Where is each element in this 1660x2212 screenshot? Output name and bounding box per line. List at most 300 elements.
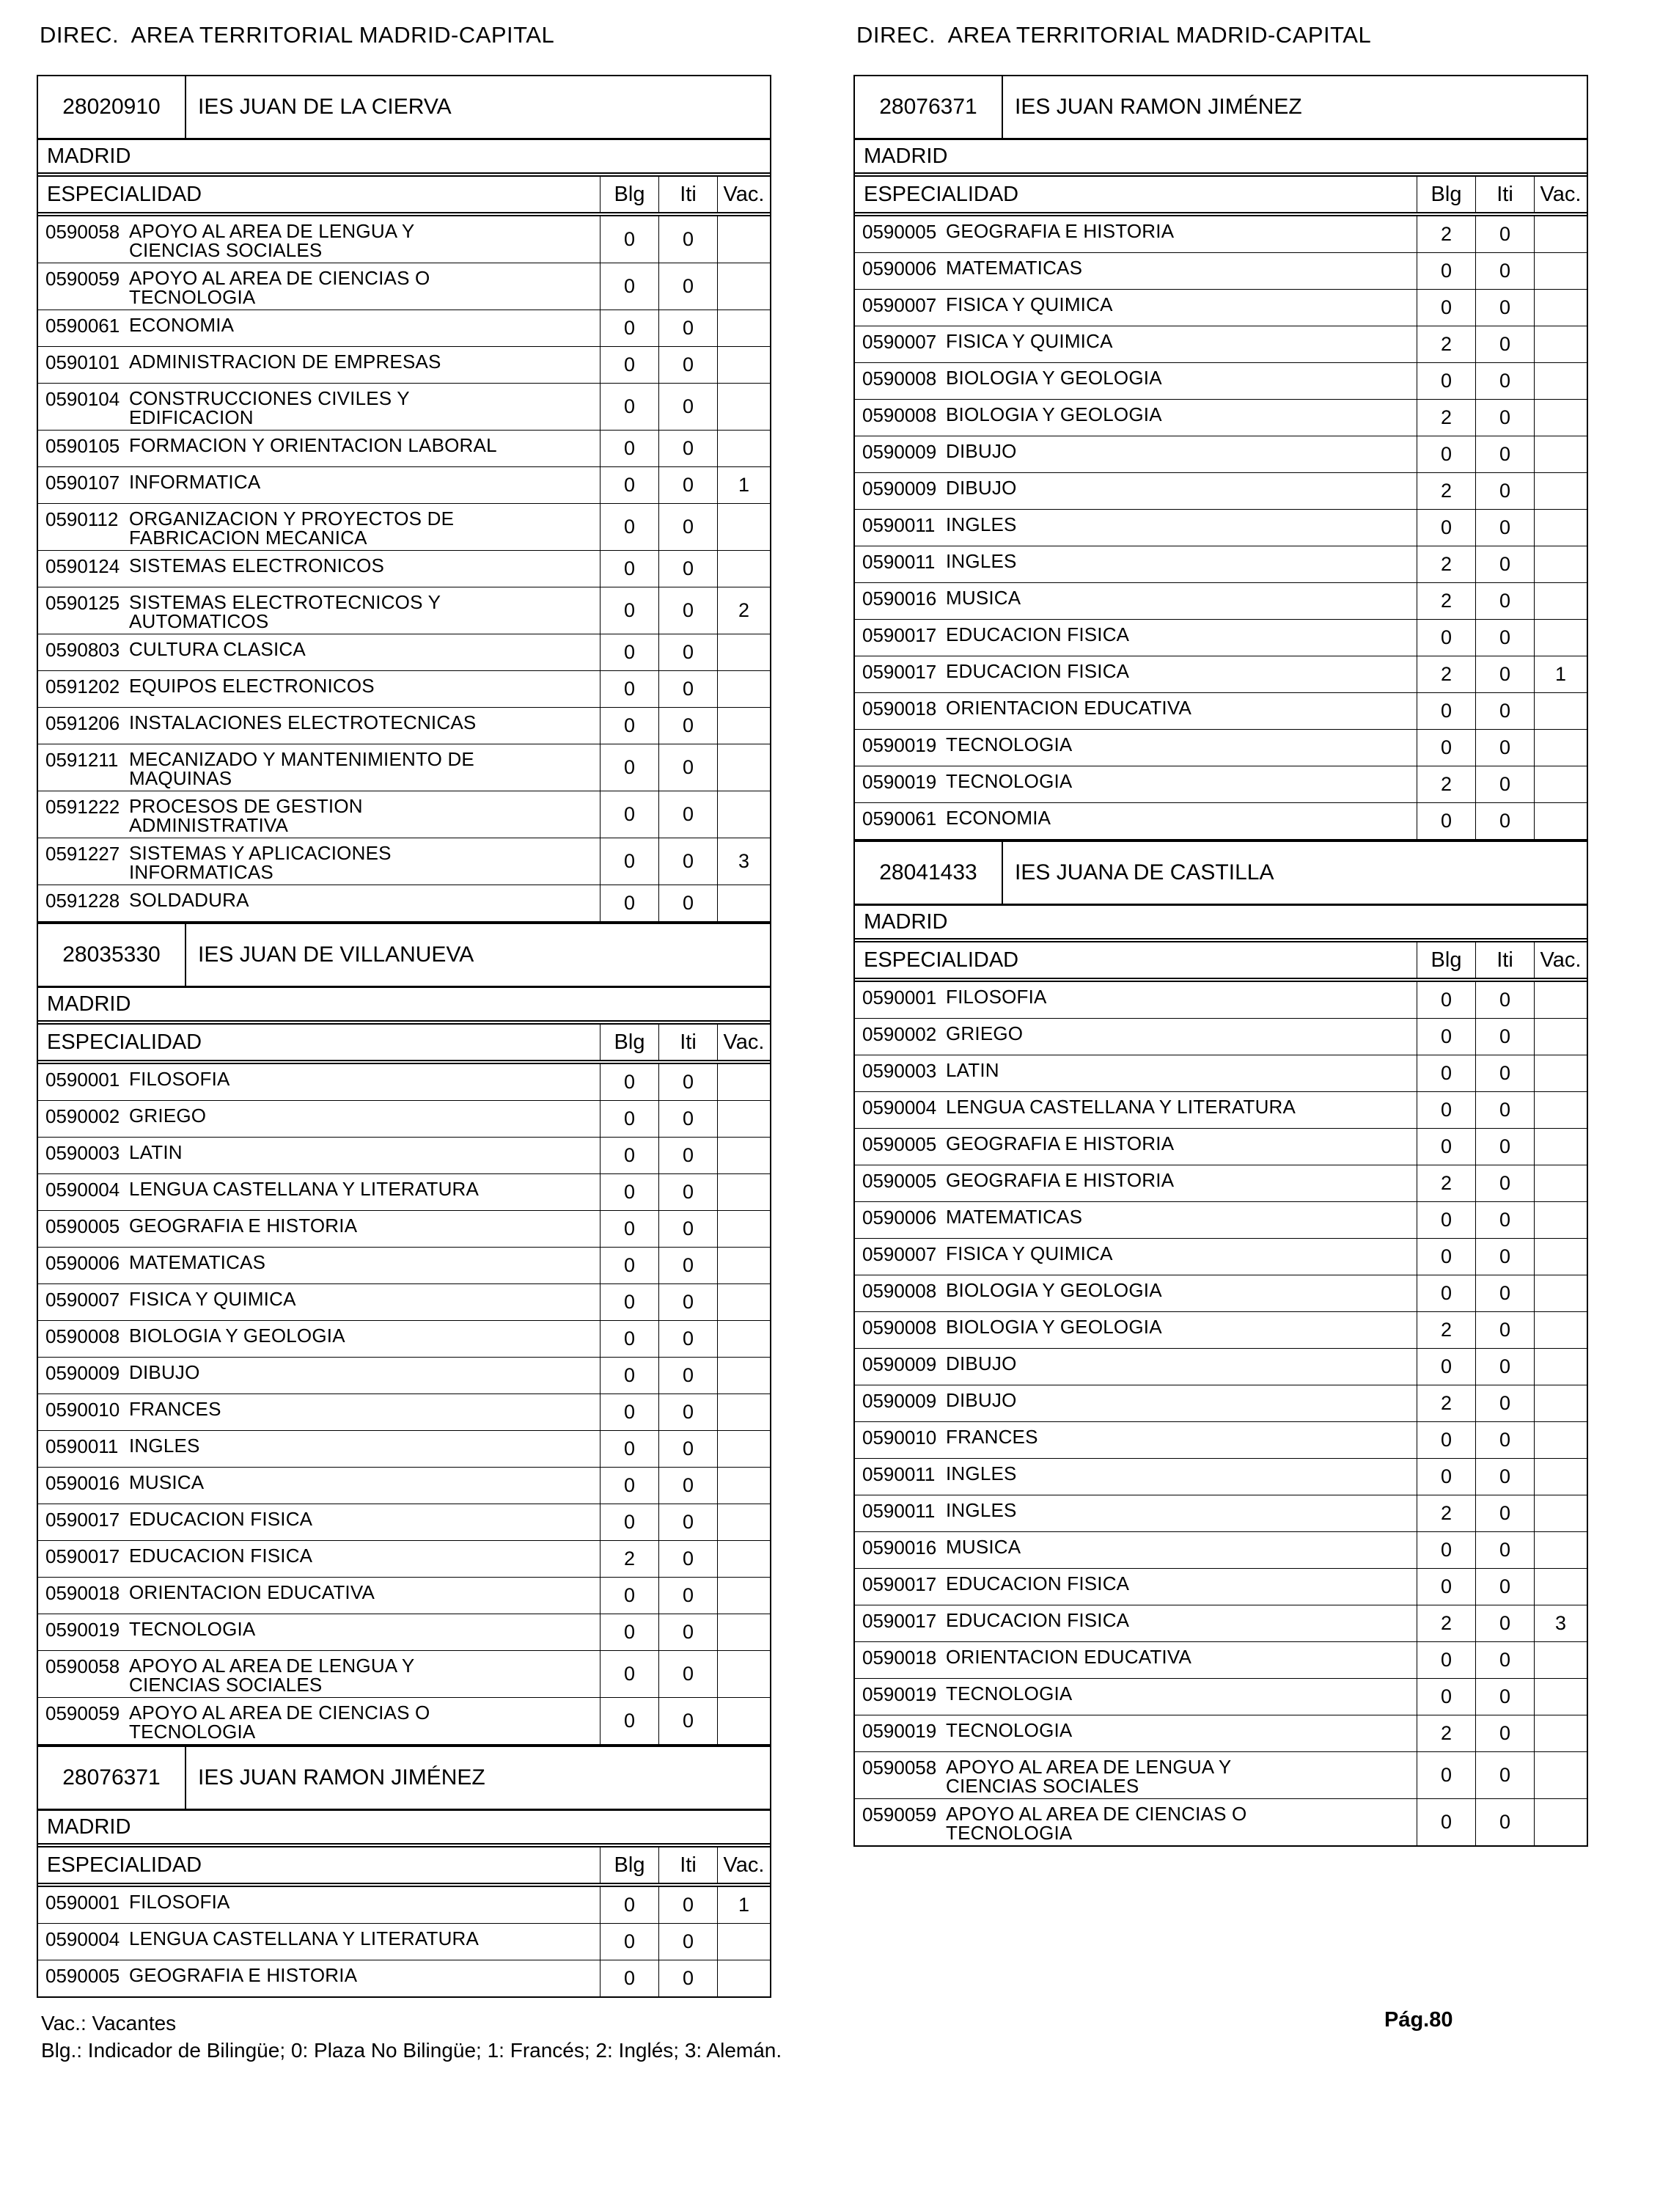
blg-value: 0 [601,791,659,838]
specialty-name: INGLES [946,513,1017,535]
specialty-row [38,885,770,921]
vac-value [718,384,770,430]
vac-value [718,551,770,587]
specialty-code: 0590019 [862,734,937,756]
specialty-code: 0590009 [862,477,937,499]
vac-value: 2 [738,599,750,621]
specialty-code: 0590058 [862,1757,937,1779]
specialty-name: LENGUA CASTELLANA Y LITERATURA [946,1096,1296,1118]
specialty-name: INGLES [946,1499,1017,1521]
iti-value: 0 [1476,1569,1535,1605]
iti-value: 0 [659,1211,718,1247]
specialty-cell [855,473,1417,509]
specialty-name: INGLES [129,1435,200,1457]
specialty-cell [855,510,1417,546]
specialty-cell [38,1887,601,1923]
blg-value: 0 [601,708,659,744]
vac-value [718,708,770,744]
specialty-code: 0590019 [862,771,937,793]
specialty-code: 0590018 [862,697,937,719]
blg-value: 0 [601,1321,659,1357]
blg-value: 0 [1417,1569,1476,1605]
vac-value [1535,730,1587,766]
specialty-cell [855,803,1417,839]
specialty-name: FISICA Y QUIMICA [946,330,1113,352]
specialty-code: 0591228 [45,890,120,912]
iti-value: 0 [1476,730,1535,766]
specialty-name: GEOGRAFIA E HISTORIA [946,1132,1175,1154]
specialty-name: MUSICA [946,587,1021,609]
iti-value: 0 [659,1174,718,1210]
specialty-cell [38,587,601,634]
iti-value: 0 [1476,326,1535,362]
vac-value [718,1468,770,1504]
specialty-cell [855,1165,1417,1201]
specialty-name: FORMACION Y ORIENTACION LABORAL [129,434,497,456]
specialty-cell [38,431,601,466]
blg-value: 0 [601,671,659,707]
school-code: 28035330 [38,924,186,986]
specialty-code: 0590019 [45,1619,120,1641]
specialty-cell [38,1101,601,1137]
vac-value [1535,1679,1587,1715]
vac-value [718,1358,770,1394]
specialty-code: 0590008 [862,1316,937,1338]
blg-value: 0 [1417,1459,1476,1495]
specialty-code: 0590004 [45,1928,120,1950]
iti-value: 0 [1476,1642,1535,1678]
vac-value [718,885,770,921]
iti-value: 0 [1476,1422,1535,1458]
iti-value: 0 [1476,290,1535,326]
vac-value [1535,546,1587,582]
vac-value [718,744,770,791]
vac-value [1535,1752,1587,1798]
blg-value: 2 [1417,546,1476,582]
blg-value: 0 [601,885,659,921]
specialty-code: 0590011 [862,1463,936,1485]
specialty-cell [38,1924,601,1960]
specialty-row [855,1055,1587,1092]
iti-value: 0 [1476,693,1535,729]
iti-value: 0 [659,1394,718,1430]
iti-value: 0 [1476,1679,1535,1715]
specialty-cell [855,1495,1417,1531]
specialty-cell [38,1174,601,1210]
vac-value [718,671,770,707]
specialty-row [855,546,1587,583]
specialty-code: 0590104 [45,388,120,410]
vac-value [718,347,770,383]
specialty-row [38,634,770,671]
specialty-cell [38,310,601,346]
iti-value: 0 [1476,1055,1535,1091]
blg-value: 0 [1417,1799,1476,1845]
specialty-code: 0590009 [862,441,937,463]
specialty-name: LENGUA CASTELLANA Y LITERATURA [129,1927,480,1949]
blg-value: 0 [1417,1129,1476,1165]
blg-value: 0 [1417,693,1476,729]
specialty-cell [38,1211,601,1247]
vac-value [718,1064,770,1100]
specialty-cell [38,263,601,310]
iti-value: 0 [659,1101,718,1137]
table-header-row [855,942,1587,982]
specialty-code: 0590001 [862,986,937,1008]
specialty-code: 0590008 [862,367,937,389]
blg-value: 0 [1417,803,1476,839]
specialty-code: 0590011 [862,1500,936,1522]
footer-legend [41,2010,782,2064]
iti-value: 0 [659,838,718,885]
specialty-row [38,310,770,347]
iti-value: 0 [1476,766,1535,802]
specialty-code: 0590019 [862,1720,937,1742]
vac-value [718,1578,770,1614]
specialty-cell [855,620,1417,656]
vac-value [1535,253,1587,289]
blg-value: 0 [601,384,659,430]
specialty-name: TECNOLOGIA [129,1618,256,1640]
specialty-code: 0590005 [45,1215,120,1237]
iti-value: 0 [1476,1129,1535,1165]
specialty-cell [855,326,1417,362]
specialty-code: 0590019 [862,1683,937,1705]
specialty-name: GRIEGO [946,1022,1024,1044]
specialty-row [38,1064,770,1101]
blg-value: 0 [1417,1422,1476,1458]
specialty-name: ORGANIZACION Y PROYECTOS DE FABRICACION MECANICA [129,508,455,549]
specialty-row [38,431,770,467]
col-header-vac: Vac. [723,1853,765,1877]
iti-value: 0 [1476,1019,1535,1055]
vac-value [718,1174,770,1210]
vac-value [1535,1642,1587,1678]
vac-value [1535,216,1587,252]
blg-value: 2 [1417,1715,1476,1751]
col-header-especialidad: ESPECIALIDAD [855,942,1417,978]
specialty-row [855,1019,1587,1055]
col-header-blg: Blg [601,1025,659,1060]
vac-value [1535,436,1587,472]
specialty-cell [855,982,1417,1018]
specialty-cell [38,1358,601,1394]
specialty-code: 0590005 [862,221,937,243]
vac-value [1535,326,1587,362]
specialty-row [855,1799,1587,1845]
col-header-vac: Vac. [723,1030,765,1054]
specialty-name: MATEMATICAS [946,257,1083,279]
blg-value: 0 [601,634,659,670]
specialty-row [855,1569,1587,1605]
specialty-code: 0591211 [45,749,119,771]
vac-value [718,791,770,838]
iti-value: 0 [659,263,718,310]
col-header-iti: Iti [1476,177,1535,212]
specialty-cell [855,1532,1417,1568]
school-code: 28076371 [855,76,1003,138]
vac-value [718,1614,770,1650]
specialty-name: EDUCACION FISICA [946,623,1130,645]
iti-value: 0 [1476,1605,1535,1641]
specialty-name: SISTEMAS Y APLICACIONES INFORMATICAS [129,842,392,883]
specialty-name: APOYO AL AREA DE LENGUA Y CIENCIAS SOCIALES [946,1756,1232,1797]
specialty-cell [855,1569,1417,1605]
vac-value [1535,1422,1587,1458]
col-header-blg: Blg [1417,942,1476,978]
blg-value: 0 [601,1651,659,1697]
blg-value: 0 [601,1431,659,1467]
vac-value [1535,620,1587,656]
specialty-name: FILOSOFIA [946,986,1047,1008]
specialty-name: ORIENTACION EDUCATIVA [946,697,1192,719]
territorial-direction-title: DIREC. AREA TERRITORIAL MADRID-CAPITAL [40,22,555,48]
specialty-code: 0590125 [45,592,120,614]
specialty-name: GEOGRAFIA E HISTORIA [946,220,1175,242]
specialty-row [38,551,770,587]
municipality-label: MADRID [38,140,770,177]
blg-value: 2 [1417,473,1476,509]
specialty-code: 0590011 [862,514,936,536]
specialty-cell [855,1349,1417,1385]
specialty-row [855,1202,1587,1239]
specialty-code: 0590005 [45,1965,120,1987]
blg-value: 2 [1417,326,1476,362]
iti-value: 0 [659,384,718,430]
blg-value: 2 [1417,656,1476,692]
specialty-name: BIOLOGIA Y GEOLOGIA [946,403,1162,425]
blg-value: 2 [1417,1385,1476,1421]
specialty-name: INGLES [946,1462,1017,1484]
blg-value: 0 [601,744,659,791]
blg-value: 0 [1417,620,1476,656]
iti-value: 0 [659,1651,718,1697]
iti-value: 0 [1476,803,1535,839]
specialty-name: EDUCACION FISICA [946,660,1130,682]
specialty-name: TECNOLOGIA [946,770,1073,792]
specialty-cell [855,1752,1417,1798]
specialty-code: 0591227 [45,843,120,865]
specialty-name: GRIEGO [129,1105,207,1127]
specialty-code: 0590011 [45,1435,119,1457]
specialty-row [38,708,770,744]
specialty-code: 0590003 [862,1060,937,1082]
municipality-label: MADRID [855,140,1587,177]
specialty-code: 0590009 [862,1353,937,1375]
vac-value [718,1504,770,1540]
iti-value: 0 [659,347,718,383]
specialty-row [855,620,1587,656]
vac-value [718,1248,770,1283]
specialty-name: SISTEMAS ELECTROTECNICOS Y AUTOMATICOS [129,591,441,632]
iti-value: 0 [659,1248,718,1283]
iti-value: 0 [1476,1092,1535,1128]
iti-value: 0 [659,1431,718,1467]
blg-value: 0 [601,1960,659,1996]
specialty-row [855,363,1587,400]
specialty-row [38,1321,770,1358]
blg-value: 0 [601,1924,659,1960]
left-column [37,15,812,1998]
vac-value [1535,1239,1587,1275]
specialty-cell [38,1504,601,1540]
specialty-code: 0590061 [45,315,120,337]
blg-value: 0 [1417,290,1476,326]
iti-value: 0 [659,1358,718,1394]
vac-value [1535,510,1587,546]
specialty-name: ORIENTACION EDUCATIVA [946,1646,1192,1668]
specialty-cell [38,1541,601,1577]
vac-value [718,310,770,346]
vac-value [718,216,770,263]
specialty-code: 0590059 [862,1803,937,1825]
specialty-cell [38,504,601,550]
vac-value [1535,1495,1587,1531]
specialty-code: 0590007 [862,294,937,316]
specialty-cell [38,1651,601,1697]
vac-value [718,1541,770,1577]
vac-value [1535,1092,1587,1128]
specialty-cell [855,546,1417,582]
specialty-cell [855,1092,1417,1128]
blg-value: 0 [601,1887,659,1923]
col-header-especialidad: ESPECIALIDAD [38,1847,601,1883]
iti-value: 0 [1476,1312,1535,1348]
specialty-code: 0590010 [45,1399,120,1421]
iti-value: 0 [1476,583,1535,619]
school-header-row [855,842,1587,906]
specialty-cell [855,1679,1417,1715]
specialty-row [38,671,770,708]
vac-value [1535,400,1587,436]
specialty-code: 0590061 [862,807,937,830]
specialty-name: BIOLOGIA Y GEOLOGIA [946,367,1162,389]
school-block [37,923,771,1746]
col-header-blg: Blg [601,177,659,212]
iti-value: 0 [659,1578,718,1614]
col-header-iti: Iti [1476,942,1535,978]
specialty-code: 0590008 [862,404,937,426]
iti-value: 0 [1476,1275,1535,1311]
specialty-row [855,1495,1587,1532]
blg-value: 0 [601,1064,659,1100]
specialty-row [855,1679,1587,1715]
specialty-name: LATIN [129,1141,183,1163]
specialty-cell [855,1019,1417,1055]
specialty-cell [855,436,1417,472]
municipality-label: MADRID [38,1811,770,1847]
specialty-name: EDUCACION FISICA [129,1508,313,1530]
specialty-code: 0590001 [45,1069,120,1091]
vac-value [1535,1202,1587,1238]
school-code: 28041433 [855,842,1003,904]
specialty-name: ADMINISTRACION DE EMPRESAS [129,351,441,373]
specialty-cell [38,551,601,587]
specialty-cell [855,1312,1417,1348]
blg-value: 0 [601,216,659,263]
iti-value: 0 [659,431,718,466]
col-header-vac: Vac. [1540,182,1582,206]
iti-value: 0 [659,1887,718,1923]
iti-value: 0 [1476,1239,1535,1275]
iti-value: 0 [659,791,718,838]
iti-value: 0 [659,1284,718,1320]
school-code: 28020910 [38,76,186,138]
specialty-row [38,1651,770,1698]
specialty-code: 0590016 [862,587,937,609]
specialty-name: TECNOLOGIA [946,1682,1073,1704]
blg-value: 0 [1417,1349,1476,1385]
iti-value: 0 [1476,620,1535,656]
blg-value: 0 [601,1138,659,1173]
specialty-name: ECONOMIA [946,807,1051,829]
iti-value: 0 [659,885,718,921]
iti-value: 0 [1476,473,1535,509]
table-header-row [855,177,1587,216]
iti-value: 0 [1476,1532,1535,1568]
specialty-cell [38,384,601,430]
specialty-code: 0590004 [45,1179,120,1201]
specialty-row [38,1358,770,1394]
right-column [853,15,1588,1847]
specialty-row [38,1431,770,1468]
iti-value: 0 [659,1321,718,1357]
blg-value: 0 [601,1698,659,1744]
vac-value [1535,1349,1587,1385]
school-header-row [38,924,770,988]
specialty-cell [855,1642,1417,1678]
specialty-name: BIOLOGIA Y GEOLOGIA [129,1325,345,1347]
vac-value [1535,803,1587,839]
blg-value: 0 [1417,982,1476,1018]
specialty-cell [38,467,601,503]
table-header-row [38,177,770,216]
specialty-code: 0590003 [45,1142,120,1164]
blg-value: 2 [1417,216,1476,252]
blg-value: 0 [601,504,659,550]
vac-value [718,1211,770,1247]
specialty-row [855,290,1587,326]
iti-value: 0 [1476,1459,1535,1495]
iti-value: 0 [659,1614,718,1650]
specialty-cell [38,1578,601,1614]
iti-value: 0 [659,1960,718,1996]
vac-value [1535,1312,1587,1348]
vac-value [1535,1165,1587,1201]
iti-value: 0 [659,708,718,744]
specialty-cell [855,693,1417,729]
specialty-cell [38,1064,601,1100]
specialty-row [38,1924,770,1960]
specialty-row [855,400,1587,436]
specialty-row [38,504,770,551]
specialty-name: EDUCACION FISICA [946,1609,1130,1631]
blg-value: 0 [1417,1532,1476,1568]
blg-value: 0 [1417,1202,1476,1238]
iti-value: 0 [659,504,718,550]
iti-value: 0 [1476,1799,1535,1845]
school-block [37,1746,771,1998]
iti-value: 0 [1476,1349,1535,1385]
specialty-row [855,1422,1587,1459]
specialty-code: 0590009 [45,1362,120,1384]
blg-value: 0 [601,551,659,587]
specialty-code: 0590018 [862,1647,937,1669]
specialty-row [855,1532,1587,1569]
specialty-row [38,1211,770,1248]
specialty-cell [38,1284,601,1320]
blg-value: 0 [1417,1679,1476,1715]
